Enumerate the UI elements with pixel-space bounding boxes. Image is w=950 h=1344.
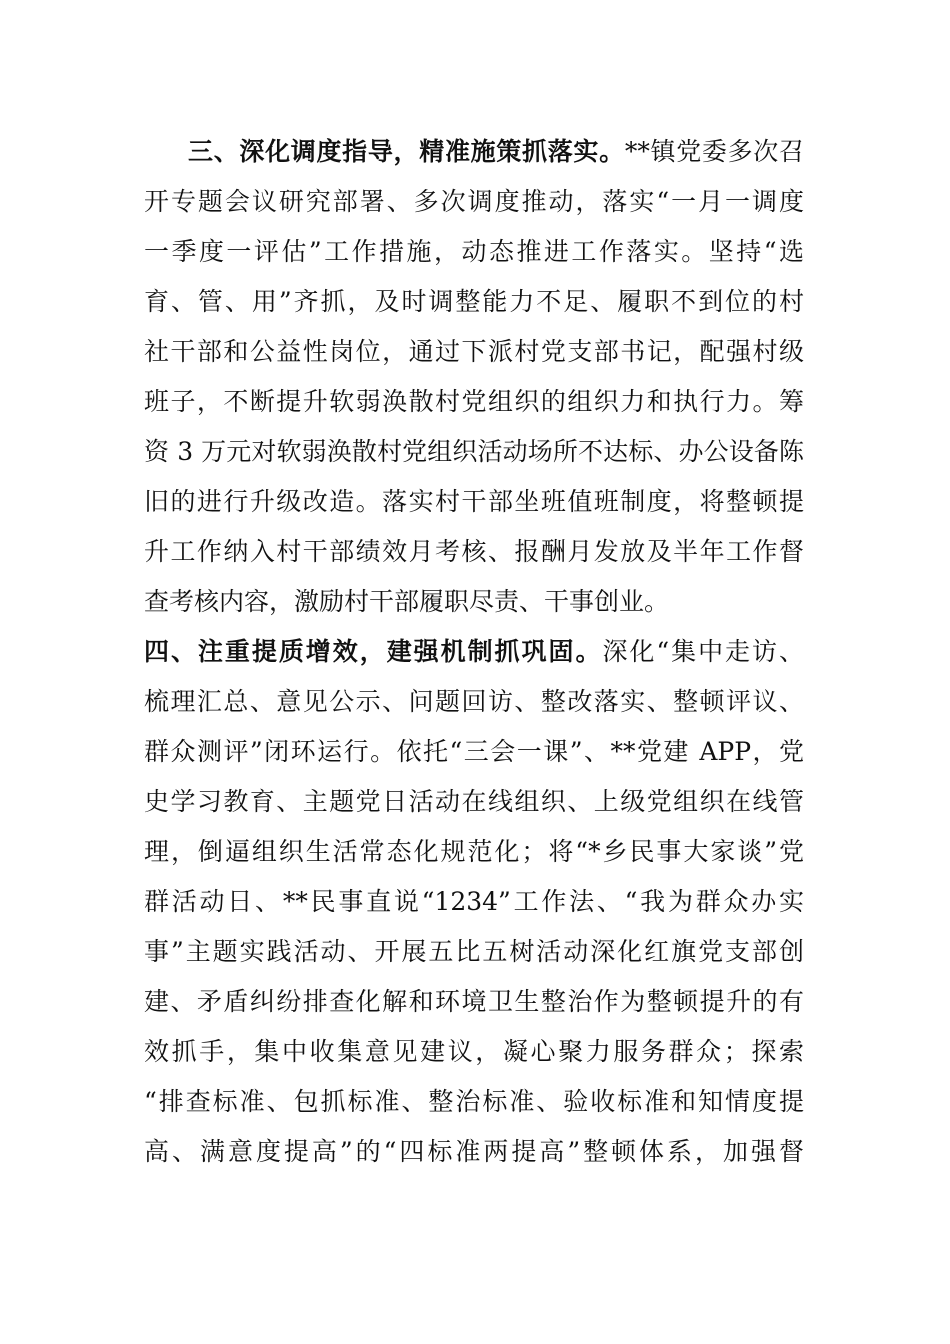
paragraph-line: 一季度一评估”工作措施，动态推进工作落实。坚持“选: [144, 237, 804, 266]
paragraph-line: 开专题会议研究部署、多次调度推动，落实“一月一调度: [144, 187, 804, 216]
paragraph-line: [188, 132, 804, 172]
paragraph-line: 效抓手，集中收集意见建议，凝心聚力服务群众；探索: [144, 1037, 804, 1066]
paragraph-line: 理，倒逼组织生活常态化规范化；将“*乡民事大家谈”党: [144, 837, 804, 866]
paragraph-line: 建、矛盾纠纷排查化解和环境卫生整治作为整顿提升的有: [144, 987, 804, 1016]
paragraph-line: 育、管、用”齐抓，及时调整能力不足、履职不到位的村: [144, 287, 804, 316]
paragraph-text: **镇党委多次召: [624, 137, 804, 166]
paragraph-line: 班子，不断提升软弱涣散村党组织的组织力和执行力。筹: [144, 387, 804, 416]
section-heading: 三、深化调度指导，精准施策抓落实。: [188, 137, 625, 166]
paragraph-text: 深化“集中走访、: [602, 637, 804, 666]
paragraph-line: 群活动日、**民事直说“1234”工作法、“我为群众办实: [144, 887, 804, 916]
paragraph-line: [144, 632, 804, 672]
paragraph-line: 社干部和公益性岗位，通过下派村党支部书记，配强村级: [144, 337, 804, 366]
paragraph-line: 旧的进行升级改造。落实村干部坐班值班制度，将整顿提: [144, 487, 804, 516]
paragraph-line: 资 3 万元对软弱涣散村党组织活动场所不达标、办公设备陈: [144, 437, 804, 466]
paragraph-line: 事”主题实践活动、开展五比五树活动深化红旗党支部创: [144, 937, 804, 966]
paragraph-line: 史学习教育、主题党日活动在线组织、上级党组织在线管: [144, 787, 804, 816]
section-heading: 四、注重提质增效，建强机制抓巩固。: [144, 637, 603, 666]
paragraph-line: 群众测评”闭环运行。依托“三会一课”、**党建 APP，党: [144, 737, 804, 766]
paragraph-line: 升工作纳入村干部绩效月考核、报酬月发放及半年工作督: [144, 537, 804, 566]
paragraph-line: “排查标准、包抓标准、整治标准、验收标准和知情度提: [144, 1087, 804, 1116]
paragraph-line: 查考核内容，激励村干部履职尽责、干事创业。: [144, 587, 670, 616]
paragraph-line: 高、满意度提高”的“四标准两提高”整顿体系，加强督: [144, 1137, 804, 1166]
paragraph-line: 梳理汇总、意见公示、问题回访、整改落实、整顿评议、: [144, 687, 804, 716]
